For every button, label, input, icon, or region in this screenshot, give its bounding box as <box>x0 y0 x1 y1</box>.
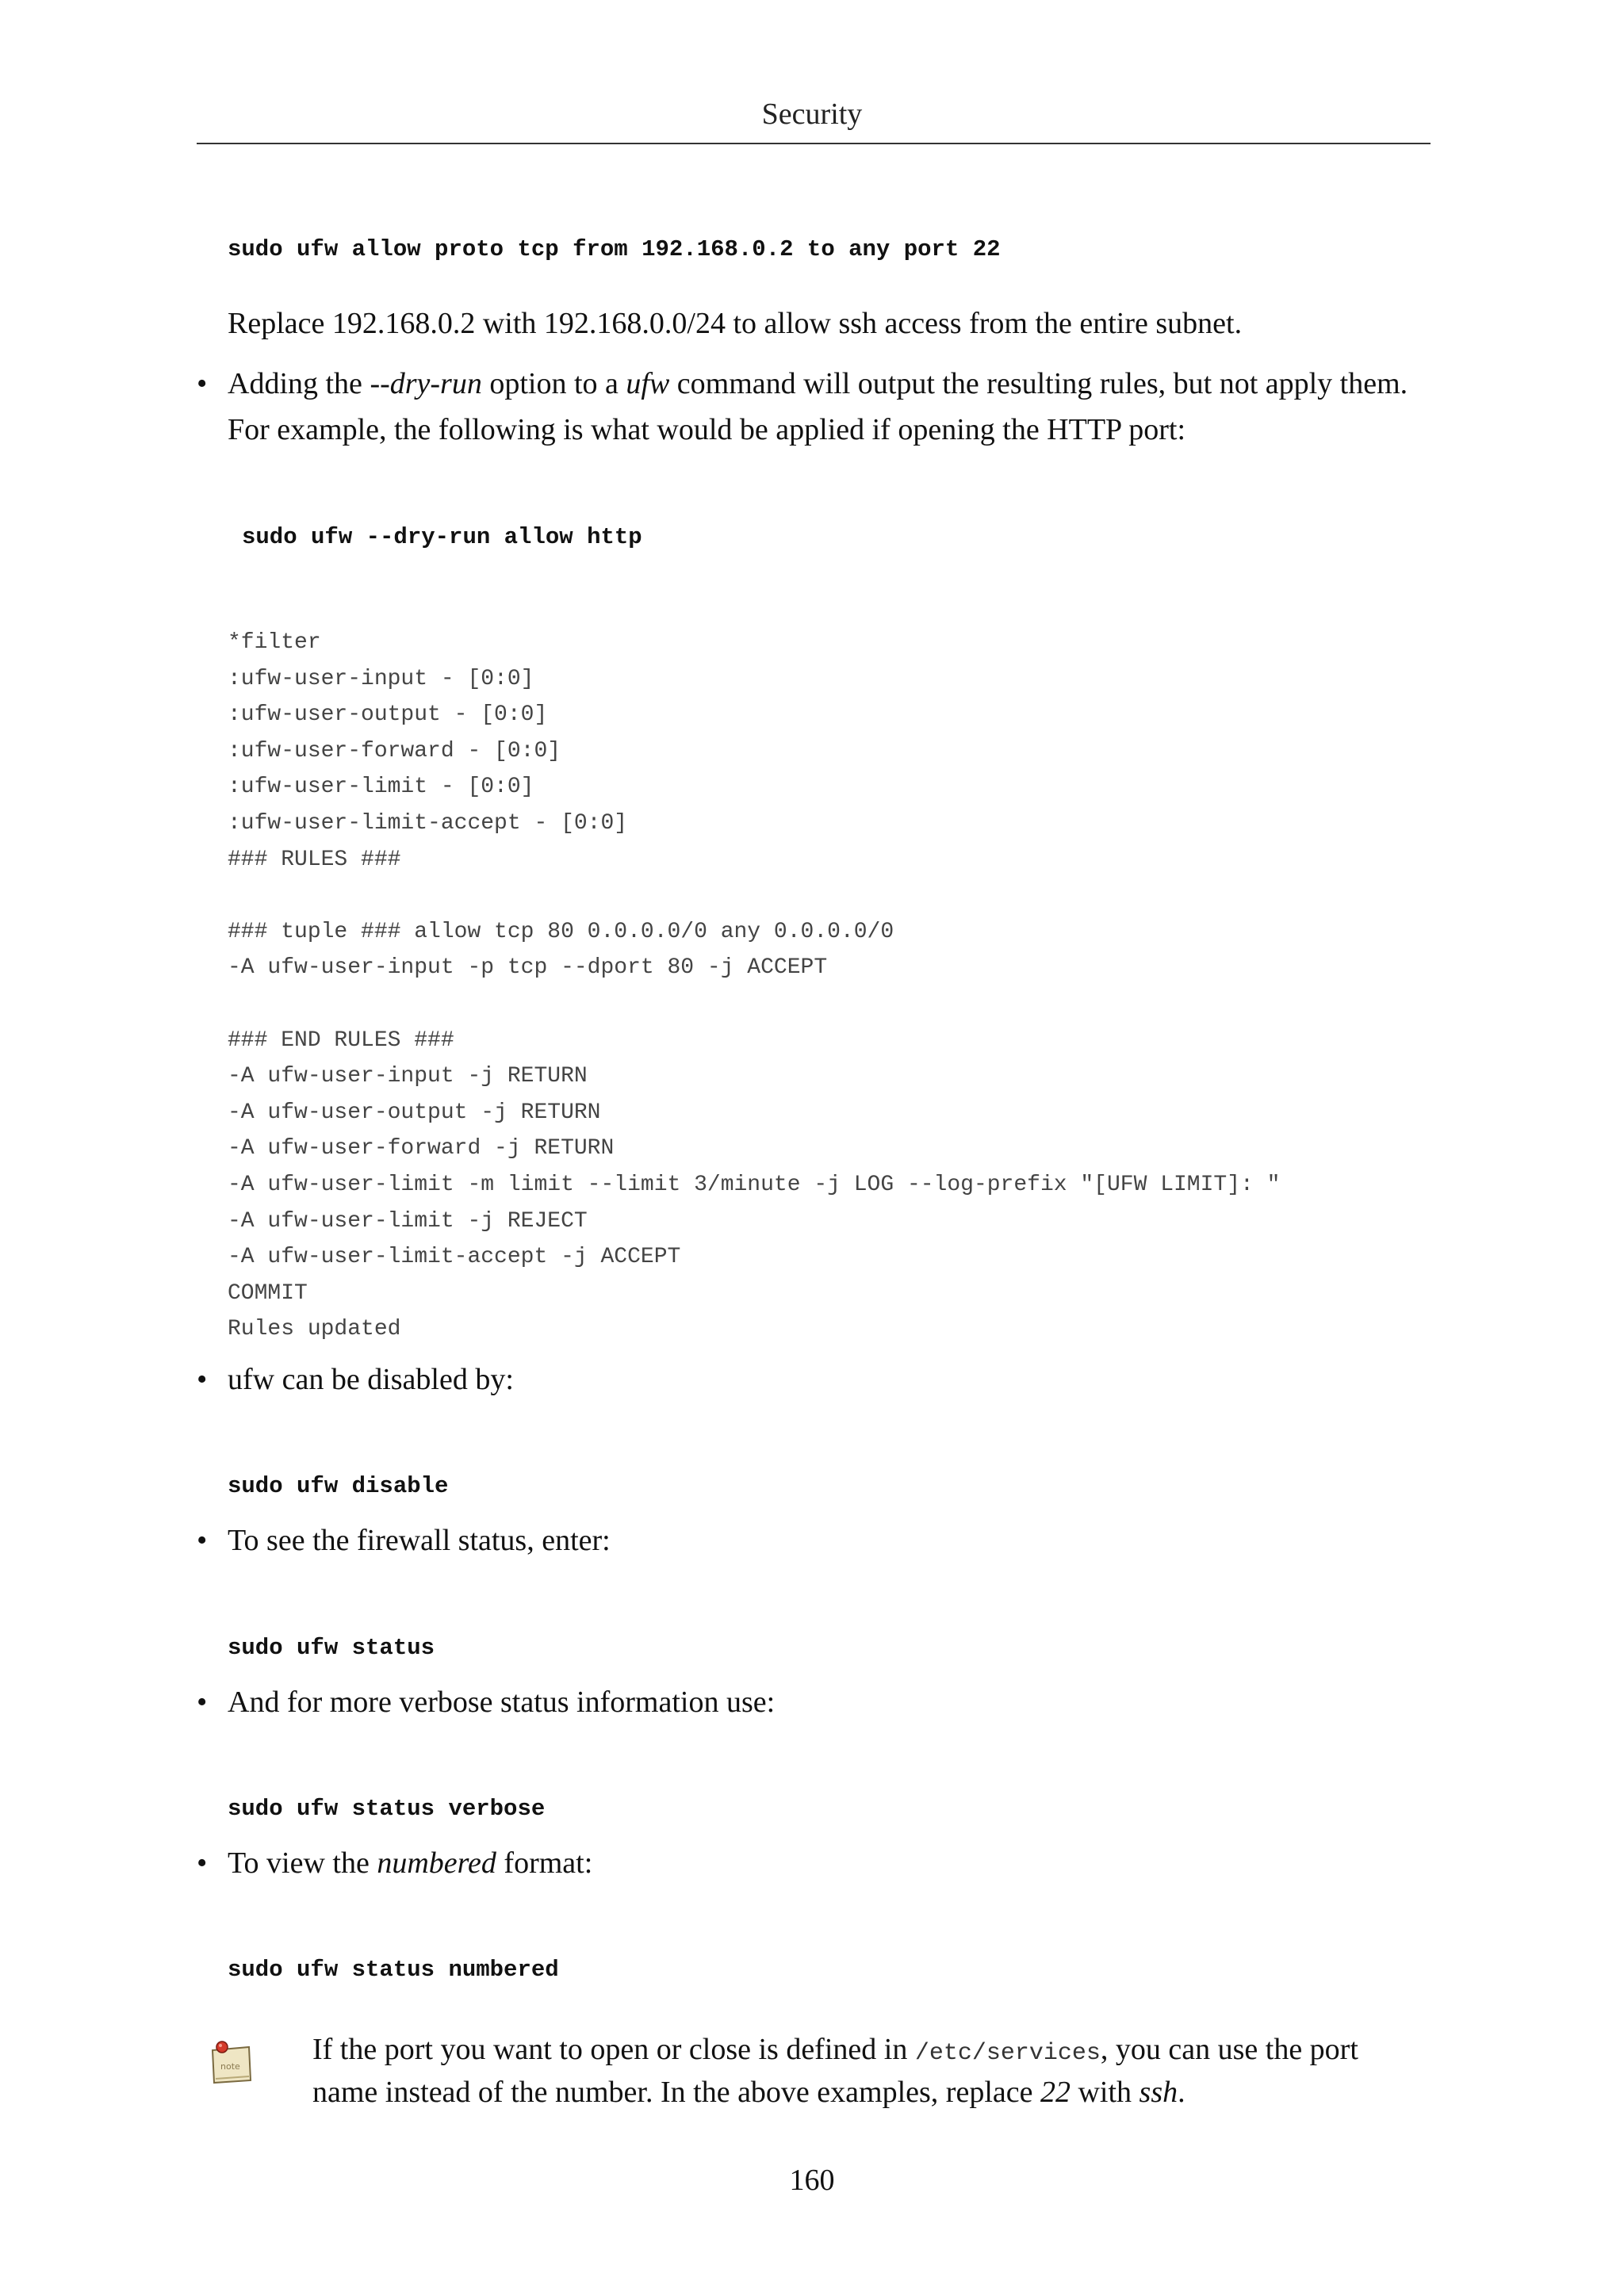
output-line: -A ufw-user-input -j RETURN <box>228 1064 588 1089</box>
command-ufw-status-numbered: sudo ufw status numbered <box>228 1957 559 1983</box>
command-ufw-allow-proto: sudo ufw allow proto tcp from 192.168.0.2 to any port 22 <box>228 236 1001 262</box>
output-line: :ufw-user-forward - [0:0] <box>228 738 561 763</box>
replace-paragraph: Replace 192.168.0.2 with 192.168.0.0/24 to allow ssh access from the entire subnet. <box>228 307 1243 340</box>
svg-text:note: note <box>220 2061 240 2072</box>
bullet-dry-run: • <box>197 367 208 400</box>
header-divider <box>197 143 1431 144</box>
output-line: -A ufw-user-limit -m limit --limit 3/minute -j LOG --log-prefix "[UFW LIMIT]: " <box>228 1172 1281 1197</box>
bullet-verbose: • <box>197 1686 208 1719</box>
status-paragraph: To see the firewall status, enter: <box>228 1524 611 1557</box>
page-header-title: Security <box>761 98 863 131</box>
output-line: COMMIT <box>228 1280 308 1306</box>
output-line: -A ufw-user-input -p tcp --dport 80 -j ACCEPT <box>228 955 828 981</box>
output-line: -A ufw-user-output -j RETURN <box>228 1100 601 1125</box>
output-line: :ufw-user-limit-accept - [0:0] <box>228 810 628 836</box>
output-line <box>228 986 1280 1023</box>
output-line: :ufw-user-input - [0:0] <box>228 666 534 691</box>
command-ufw-status-verbose: sudo ufw status verbose <box>228 1796 546 1822</box>
output-line: ### RULES ### <box>228 847 401 872</box>
note-icon <box>208 2039 255 2087</box>
command-ufw-status: sudo ufw status <box>228 1635 435 1661</box>
bullet-status: • <box>197 1524 208 1557</box>
output-line: ### tuple ### allow tcp 80 0.0.0.0/0 any 0.0.0.0/0 <box>228 919 894 944</box>
page-number: 160 <box>789 2164 835 2197</box>
output-line: Rules updated <box>228 1317 401 1342</box>
output-line: -A ufw-user-limit -j REJECT <box>228 1208 588 1234</box>
note-line2: name instead of the number. In the above examples, replace 22 with ssh. <box>312 2076 1185 2109</box>
output-line <box>228 878 1280 914</box>
output-line: -A ufw-user-limit-accept -j ACCEPT <box>228 1245 681 1270</box>
command-ufw-dry-run: sudo ufw --dry-run allow http <box>242 524 642 550</box>
output-line: :ufw-user-output - [0:0] <box>228 702 548 728</box>
dry-run-output-block <box>228 625 1280 1348</box>
output-line: :ufw-user-limit - [0:0] <box>228 775 534 800</box>
verbose-paragraph: And for more verbose status information use: <box>228 1686 776 1719</box>
output-line: -A ufw-user-forward -j RETURN <box>228 1136 615 1161</box>
output-line: ### END RULES ### <box>228 1027 454 1053</box>
dry-run-paragraph-line2: For example, the following is what would be applied if opening the HTTP port: <box>228 413 1186 446</box>
disable-paragraph: ufw can be disabled by: <box>228 1363 514 1396</box>
command-ufw-disable: sudo ufw disable <box>228 1473 449 1499</box>
bullet-numbered: • <box>197 1846 208 1880</box>
note-line1: If the port you want to open or close is defined in /etc/services, you can use the port <box>312 2033 1358 2067</box>
dry-run-paragraph-line1: Adding the --dry-run option to a ufw command will output the resulting rules, but not apply them. <box>228 367 1408 400</box>
output-line: *filter <box>228 630 321 655</box>
bullet-disable: • <box>197 1363 208 1396</box>
numbered-paragraph: To view the numbered format: <box>228 1846 593 1880</box>
